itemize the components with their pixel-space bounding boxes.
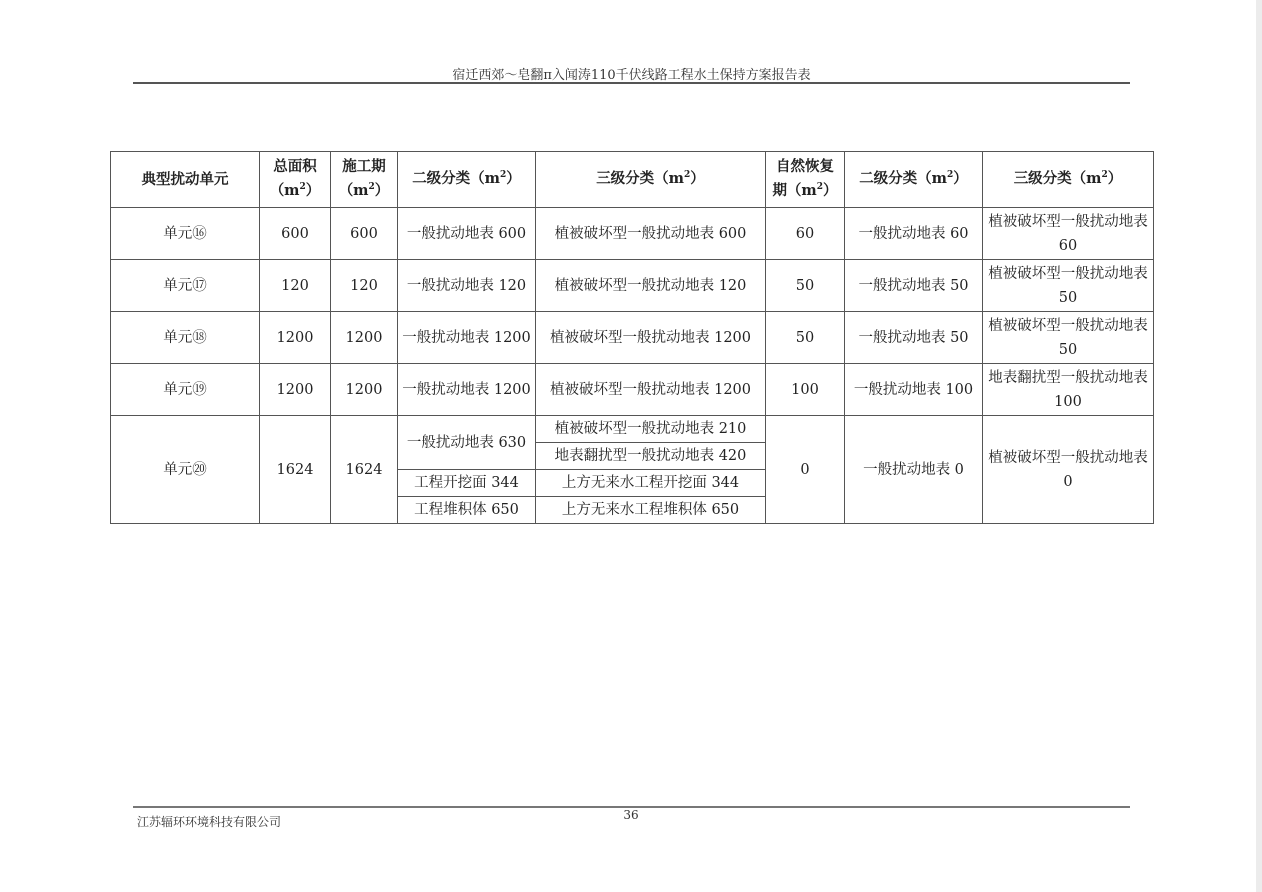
page-edge-shadow [1256, 0, 1262, 892]
cell-total: 120 [260, 260, 331, 312]
cell-construction: 1200 [331, 364, 398, 416]
cell-rec-level3: 地表翻扰型一般扰动地表 100 [983, 364, 1154, 416]
cell-recovery: 50 [766, 260, 845, 312]
col-header-level2: 二级分类$(m^2)$ [398, 152, 536, 208]
cell-unit: 单元⑱ [111, 312, 260, 364]
cell-construction: 1200 [331, 312, 398, 364]
table-row-unit20 [111, 416, 1154, 443]
cell-level3: 上方无来水工程开挖面 344 [536, 470, 766, 497]
cell-rec-level3: 植被破坏型一般扰动地表 50 [983, 260, 1154, 312]
table-row [111, 312, 1154, 364]
cell-construction: 1624 [331, 416, 398, 524]
cell-rec-level2: 一般扰动地表 0 [845, 416, 983, 524]
cell-recovery: 60 [766, 208, 845, 260]
cell-level2: 一般扰动地表 600 [398, 208, 536, 260]
cell-recovery: 0 [766, 416, 845, 524]
footer-company: 江苏辐环环境科技有限公司 [137, 815, 282, 829]
cell-rec-level2: 一般扰动地表 100 [845, 364, 983, 416]
col-header-recovery-level3: 三级分类$(m^2)$ [983, 152, 1154, 208]
cell-level2: 工程堆积体 650 [398, 497, 536, 524]
cell-unit: 单元⑳ [111, 416, 260, 524]
col-header-unit: 典型扰动单元 [111, 152, 260, 208]
cell-unit: 单元⑯ [111, 208, 260, 260]
table-header-row [111, 152, 1154, 208]
cell-total: 600 [260, 208, 331, 260]
cell-construction: 600 [331, 208, 398, 260]
cell-level2: 工程开挖面 344 [398, 470, 536, 497]
cell-level3: 植被破坏型一般扰动地表 210 [536, 416, 766, 443]
col-header-total-area: 总面积 $(m^2)$ [260, 152, 331, 208]
page-header-title: 宿迁西郊～皂翻π入闻涛110千伏线路工程水土保持方案报告表 [452, 68, 811, 83]
cell-rec-level3: 植被破坏型一般扰动地表 50 [983, 312, 1154, 364]
cell-level3: 植被破坏型一般扰动地表 120 [536, 260, 766, 312]
cell-level2: 一般扰动地表 120 [398, 260, 536, 312]
cell-recovery: 50 [766, 312, 845, 364]
col-header-natural-recovery: 自然恢复 期$(m^2)$ [766, 152, 845, 208]
cell-total: 1200 [260, 364, 331, 416]
cell-level3: 植被破坏型一般扰动地表 1200 [536, 312, 766, 364]
cell-recovery: 100 [766, 364, 845, 416]
cell-total: 1624 [260, 416, 331, 524]
cell-level3: 地表翻扰型一般扰动地表 420 [536, 443, 766, 470]
cell-rec-level2: 一般扰动地表 50 [845, 260, 983, 312]
header-rule [133, 82, 1130, 84]
cell-unit: 单元⑰ [111, 260, 260, 312]
cell-construction: 120 [331, 260, 398, 312]
cell-level2: 一般扰动地表 630 [398, 416, 536, 470]
disturbance-unit-table [110, 151, 1154, 524]
col-header-construction-period: 施工期 $(m^2)$ [331, 152, 398, 208]
cell-level3: 植被破坏型一般扰动地表 600 [536, 208, 766, 260]
cell-rec-level2: 一般扰动地表 60 [845, 208, 983, 260]
cell-level2: 一般扰动地表 1200 [398, 312, 536, 364]
page-number: 36 [623, 808, 639, 822]
col-header-recovery-level2: 二级分类$(m^2)$ [845, 152, 983, 208]
cell-rec-level3: 植被破坏型一般扰动地表 0 [983, 416, 1154, 524]
cell-level3: 上方无来水工程堆积体 650 [536, 497, 766, 524]
cell-level2: 一般扰动地表 1200 [398, 364, 536, 416]
table-row [111, 364, 1154, 416]
col-header-level3: 三级分类$(m^2)$ [536, 152, 766, 208]
cell-rec-level3: 植被破坏型一般扰动地表 60 [983, 208, 1154, 260]
table-row [111, 260, 1154, 312]
cell-total: 1200 [260, 312, 331, 364]
cell-level3: 植被破坏型一般扰动地表 1200 [536, 364, 766, 416]
cell-rec-level2: 一般扰动地表 50 [845, 312, 983, 364]
table-row [111, 208, 1154, 260]
cell-unit: 单元⑲ [111, 364, 260, 416]
